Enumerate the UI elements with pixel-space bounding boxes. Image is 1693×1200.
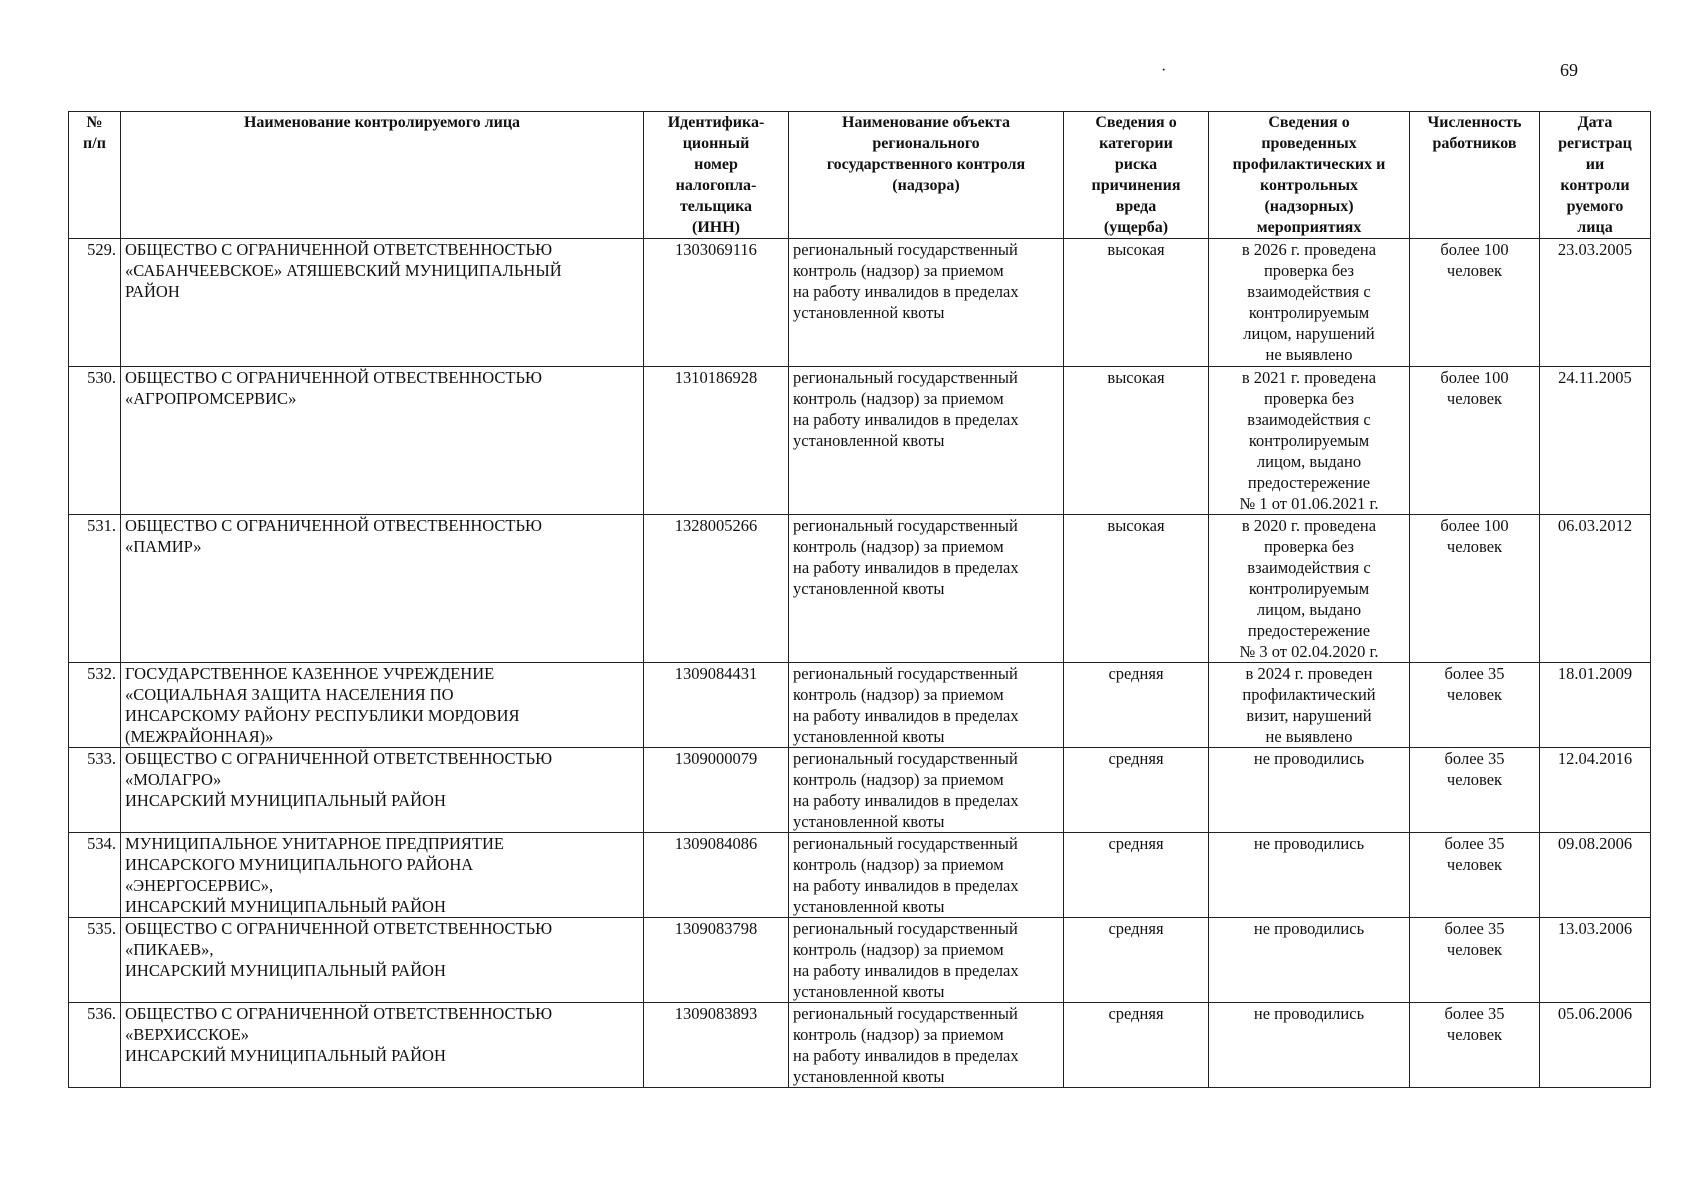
staff-count — [1410, 367, 1540, 515]
inn-value: 1309000079 — [644, 748, 789, 833]
entity-name-line: ИНСАРСКИЙ МУНИЦИПАЛЬНЫЙ РАЙОН — [125, 791, 446, 810]
staff-count — [1410, 833, 1540, 918]
entity-name-line: ГОСУДАРСТВЕННОЕ КАЗЕННОЕ УЧРЕЖДЕНИЕ — [125, 664, 495, 683]
control-object-line: контроль (надзор) за приемом — [793, 685, 1004, 704]
entity-name-line: МУНИЦИПАЛЬНОЕ УНИТАРНОЕ ПРЕДПРИЯТИЕ — [125, 834, 504, 853]
row-number: 531. — [69, 515, 121, 663]
header-line: тельщика — [679, 198, 753, 215]
inn-value: 1309084086 — [644, 833, 789, 918]
entity-name-line: «ЭНЕРГОСЕРВИС», — [125, 876, 274, 895]
registration-date: 06.03.2012 — [1540, 515, 1651, 663]
events-line: не проводились — [1253, 919, 1365, 938]
control-object — [789, 918, 1064, 1003]
entity-name-line: ОБЩЕСТВО С ОГРАНИЧЕННОЙ ОТВЕТСТВЕННОСТЬЮ — [125, 919, 553, 938]
events-line: не проводились — [1253, 749, 1365, 768]
control-object-line: контроль (надзор) за приемом — [793, 261, 1004, 280]
control-object-line: региональный государственный — [793, 1004, 1018, 1023]
control-object-line: на работу инвалидов в пределах — [793, 558, 1019, 577]
control-object-line: установленной квоты — [793, 1067, 945, 1086]
events-line: проверка без — [1263, 389, 1355, 408]
staff-line: человек — [1446, 685, 1503, 704]
entity-name-line: «САБАНЧЕЕВСКОЕ» АТЯШЕВСКИЙ МУНИЦИПАЛЬНЫЙ — [125, 261, 562, 280]
staff-count — [1410, 663, 1540, 748]
events-line: не выявлено — [1265, 727, 1353, 746]
header-line: ии — [1585, 156, 1605, 173]
control-object-line: на работу инвалидов в пределах — [793, 876, 1019, 895]
row-number: 536. — [69, 1003, 121, 1088]
control-object-line: региональный государственный — [793, 516, 1018, 535]
entity-name — [121, 663, 644, 748]
control-object-line: контроль (надзор) за приемом — [793, 537, 1004, 556]
entity-name-line: ОБЩЕСТВО С ОГРАНИЧЕННОЙ ОТВЕТСТВЕННОСТЬЮ — [125, 1004, 553, 1023]
staff-line: человек — [1446, 537, 1503, 556]
control-object-line: на работу инвалидов в пределах — [793, 961, 1019, 980]
events-line: № 3 от 02.04.2020 г. — [1239, 642, 1379, 661]
control-object-line: на работу инвалидов в пределах — [793, 1046, 1019, 1065]
events-line: в 2020 г. проведена — [1241, 516, 1377, 535]
control-object-line: региональный государственный — [793, 240, 1018, 259]
header-line: Наименование объекта — [842, 114, 1010, 131]
staff-line: человек — [1446, 1025, 1503, 1044]
table-row — [69, 367, 1651, 515]
control-object-line: установленной квоты — [793, 431, 945, 450]
risk-category: высокая — [1064, 367, 1209, 515]
entity-name-line: (МЕЖРАЙОННАЯ)» — [125, 727, 274, 746]
risk-category: средняя — [1064, 833, 1209, 918]
staff-line: человек — [1446, 261, 1503, 280]
entity-name-line: «ВЕРХИССКОЕ» — [125, 1025, 250, 1044]
entity-name-line: ИНСАРСКОГО МУНИЦИПАЛЬНОГО РАЙОНА — [125, 855, 474, 874]
entity-name-line: «ПИКАЕВ», — [125, 940, 214, 959]
staff-line: более 35 — [1444, 749, 1505, 768]
header-line: № — [86, 114, 103, 131]
events-line: не проводились — [1253, 1004, 1365, 1023]
control-object-line: установленной квоты — [793, 727, 945, 746]
staff-line: более 100 — [1440, 368, 1509, 387]
events-line: контролируемым — [1248, 431, 1370, 450]
control-object-line: установленной квоты — [793, 812, 945, 831]
header-name — [121, 112, 644, 239]
control-object-line: установленной квоты — [793, 897, 945, 916]
events-line: лицом, выдано — [1256, 452, 1362, 471]
events-line: в 2021 г. проведена — [1241, 368, 1377, 387]
inspection-events — [1209, 833, 1410, 918]
row-number: 534. — [69, 833, 121, 918]
entity-name-line: ИНСАРСКИЙ МУНИЦИПАЛЬНЫЙ РАЙОН — [125, 1046, 446, 1065]
staff-count — [1410, 515, 1540, 663]
entity-name-line: «МОЛАГРО» — [125, 770, 222, 789]
header-line: (надзорных) — [1264, 198, 1354, 215]
control-object-line: установленной квоты — [793, 303, 945, 322]
registry-table — [68, 111, 1651, 1088]
registration-date: 24.11.2005 — [1540, 367, 1651, 515]
entity-name-line: ОБЩЕСТВО С ОГРАНИЧЕННОЙ ОТВЕСТВЕННОСТЬЮ — [125, 368, 542, 387]
staff-count — [1410, 918, 1540, 1003]
header-line: контроли — [1560, 177, 1630, 194]
header-line: п/п — [83, 135, 106, 152]
control-object — [789, 367, 1064, 515]
staff-line: человек — [1446, 770, 1503, 789]
control-object-line: региональный государственный — [793, 919, 1018, 938]
registration-date: 09.08.2006 — [1540, 833, 1651, 918]
header-line: Сведения о — [1268, 114, 1350, 131]
header-line: лица — [1577, 219, 1613, 236]
table-header — [69, 112, 1651, 239]
row-number: 533. — [69, 748, 121, 833]
page-number: 69 — [1560, 60, 1578, 80]
events-line: предостережение — [1247, 473, 1371, 492]
inspection-events — [1209, 663, 1410, 748]
entity-name — [121, 918, 644, 1003]
row-number: 532. — [69, 663, 121, 748]
entity-name — [121, 748, 644, 833]
control-object — [789, 748, 1064, 833]
inn-value: 1309084431 — [644, 663, 789, 748]
events-line: проверка без — [1263, 537, 1355, 556]
events-line: визит, нарушений — [1246, 706, 1372, 725]
header-line: Наименование контролируемого лица — [243, 114, 521, 131]
entity-name-line: «АГРОПРОМСЕРВИС» — [125, 389, 297, 408]
events-line: профилактический — [1242, 685, 1376, 704]
staff-line: более 35 — [1444, 664, 1505, 683]
header-object — [789, 112, 1064, 239]
header-staff — [1410, 112, 1540, 239]
events-line: не проводились — [1253, 834, 1365, 853]
risk-category: средняя — [1064, 748, 1209, 833]
inn-value: 1310186928 — [644, 367, 789, 515]
header-date — [1540, 112, 1651, 239]
table-row — [69, 833, 1651, 918]
staff-line: более 35 — [1444, 919, 1505, 938]
header-line: профилактических и — [1232, 156, 1386, 173]
control-object-line: региональный государственный — [793, 749, 1018, 768]
control-object-line: на работу инвалидов в пределах — [793, 791, 1019, 810]
inn-value: 1303069116 — [644, 239, 789, 367]
entity-name-line: «ПАМИР» — [125, 537, 202, 556]
entity-name — [121, 367, 644, 515]
table-body — [69, 239, 1651, 1088]
events-line: предостережение — [1247, 621, 1371, 640]
inspection-events — [1209, 748, 1410, 833]
entity-name-line: ИНСАРСКОМУ РАЙОНУ РЕСПУБЛИКИ МОРДОВИЯ — [125, 706, 520, 725]
inspection-events — [1209, 367, 1410, 515]
table-row — [69, 515, 1651, 663]
risk-category: средняя — [1064, 918, 1209, 1003]
staff-count — [1410, 239, 1540, 367]
header-line: мероприятиях — [1256, 219, 1362, 236]
control-object — [789, 663, 1064, 748]
risk-category: высокая — [1064, 239, 1209, 367]
registration-date: 12.04.2016 — [1540, 748, 1651, 833]
entity-name-line: ОБЩЕСТВО С ОГРАНИЧЕННОЙ ОТВЕСТВЕННОСТЬЮ — [125, 516, 542, 535]
control-object-line: контроль (надзор) за приемом — [793, 855, 1004, 874]
control-object — [789, 833, 1064, 918]
events-line: взаимодействия с — [1247, 282, 1371, 301]
entity-name — [121, 239, 644, 367]
staff-count — [1410, 748, 1540, 833]
control-object-line: контроль (надзор) за приемом — [793, 1025, 1004, 1044]
staff-line: более 35 — [1444, 834, 1505, 853]
control-object-line: региональный государственный — [793, 368, 1018, 387]
header-line: работников — [1432, 135, 1517, 152]
control-object-line: региональный государственный — [793, 664, 1018, 683]
row-number: 529. — [69, 239, 121, 367]
entity-name-line: ОБЩЕСТВО С ОГРАНИЧЕННОЙ ОТВЕТСТВЕННОСТЬЮ — [125, 240, 553, 259]
table-row — [69, 748, 1651, 833]
inn-value: 1328005266 — [644, 515, 789, 663]
header-line: риска — [1114, 156, 1158, 173]
control-object — [789, 1003, 1064, 1088]
risk-category: средняя — [1064, 1003, 1209, 1088]
registration-date: 13.03.2006 — [1540, 918, 1651, 1003]
staff-line: человек — [1446, 855, 1503, 874]
registration-date: 05.06.2006 — [1540, 1003, 1651, 1088]
staff-line: более 35 — [1444, 1004, 1505, 1023]
control-object-line: установленной квоты — [793, 982, 945, 1001]
events-line: в 2026 г. проведена — [1241, 240, 1377, 259]
events-line: взаимодействия с — [1247, 410, 1371, 429]
entity-name — [121, 833, 644, 918]
control-object-line: контроль (надзор) за приемом — [793, 940, 1004, 959]
entity-name-line: ИНСАРСКИЙ МУНИЦИПАЛЬНЫЙ РАЙОН — [125, 961, 446, 980]
header-num — [69, 112, 121, 239]
staff-line: более 100 — [1440, 516, 1509, 535]
control-object-line: региональный государственный — [793, 834, 1018, 853]
header-line: причинения — [1091, 177, 1181, 194]
events-line: в 2024 г. проведен — [1245, 664, 1373, 683]
table-row — [69, 239, 1651, 367]
table-row — [69, 1003, 1651, 1088]
row-number: 530. — [69, 367, 121, 515]
events-line: лицом, нарушений — [1243, 324, 1375, 343]
events-line: проверка без — [1263, 261, 1355, 280]
entity-name-line: ИНСАРСКИЙ МУНИЦИПАЛЬНЫЙ РАЙОН — [125, 897, 446, 916]
header-line: регистрац — [1558, 135, 1632, 152]
header-line: регионального — [872, 135, 980, 152]
control-object-line: установленной квоты — [793, 579, 945, 598]
header-row — [69, 112, 1651, 239]
events-line: контролируемым — [1248, 303, 1370, 322]
header-line: Сведения о — [1095, 114, 1177, 131]
registration-date: 23.03.2005 — [1540, 239, 1651, 367]
stray-dot-mark: · — [1161, 62, 1167, 79]
risk-category: средняя — [1064, 663, 1209, 748]
registration-date: 18.01.2009 — [1540, 663, 1651, 748]
inn-value: 1309083893 — [644, 1003, 789, 1088]
header-line: контрольных — [1259, 177, 1359, 194]
inn-value: 1309083798 — [644, 918, 789, 1003]
control-object — [789, 515, 1064, 663]
inspection-events — [1209, 515, 1410, 663]
table-row — [69, 663, 1651, 748]
inspection-events — [1209, 918, 1410, 1003]
entity-name-line: ОБЩЕСТВО С ОГРАНИЧЕННОЙ ОТВЕТСТВЕННОСТЬЮ — [125, 749, 553, 768]
control-object-line: на работу инвалидов в пределах — [793, 706, 1019, 725]
header-line: (ущерба) — [1103, 219, 1169, 236]
header-line: (ИНН) — [692, 219, 740, 236]
header-line: (надзора) — [892, 177, 960, 194]
header-line: ционный — [682, 135, 750, 152]
header-line: категории — [1099, 135, 1173, 152]
header-line: налогопла- — [675, 177, 757, 194]
header-line: Идентифика- — [667, 114, 765, 131]
events-line: контролируемым — [1248, 579, 1370, 598]
header-events — [1209, 112, 1410, 239]
staff-line: человек — [1446, 940, 1503, 959]
risk-category: высокая — [1064, 515, 1209, 663]
header-line: Дата — [1577, 114, 1613, 131]
header-line: Численность — [1427, 114, 1522, 131]
header-inn — [644, 112, 789, 239]
entity-name-line: РАЙОН — [125, 282, 180, 301]
header-line: руемого — [1566, 198, 1624, 215]
table-row — [69, 918, 1651, 1003]
control-object — [789, 239, 1064, 367]
events-line: № 1 от 01.06.2021 г. — [1239, 494, 1379, 513]
header-line: проведенных — [1261, 135, 1357, 152]
control-object-line: контроль (надзор) за приемом — [793, 389, 1004, 408]
header-line: вреда — [1115, 198, 1157, 215]
staff-line: человек — [1446, 389, 1503, 408]
events-line: лицом, выдано — [1256, 600, 1362, 619]
control-object-line: на работу инвалидов в пределах — [793, 410, 1019, 429]
header-line: номер — [694, 156, 738, 173]
entity-name-line: «СОЦИАЛЬНАЯ ЗАЩИТА НАСЕЛЕНИЯ ПО — [125, 685, 454, 704]
inspection-events — [1209, 239, 1410, 367]
inspection-events — [1209, 1003, 1410, 1088]
control-object-line: контроль (надзор) за приемом — [793, 770, 1004, 789]
entity-name — [121, 515, 644, 663]
entity-name — [121, 1003, 644, 1088]
header-line: государственного контроля — [826, 156, 1026, 173]
row-number: 535. — [69, 918, 121, 1003]
header-risk — [1064, 112, 1209, 239]
events-line: не выявлено — [1265, 345, 1353, 364]
staff-line: более 100 — [1440, 240, 1509, 259]
events-line: взаимодействия с — [1247, 558, 1371, 577]
control-object-line: на работу инвалидов в пределах — [793, 282, 1019, 301]
staff-count — [1410, 1003, 1540, 1088]
